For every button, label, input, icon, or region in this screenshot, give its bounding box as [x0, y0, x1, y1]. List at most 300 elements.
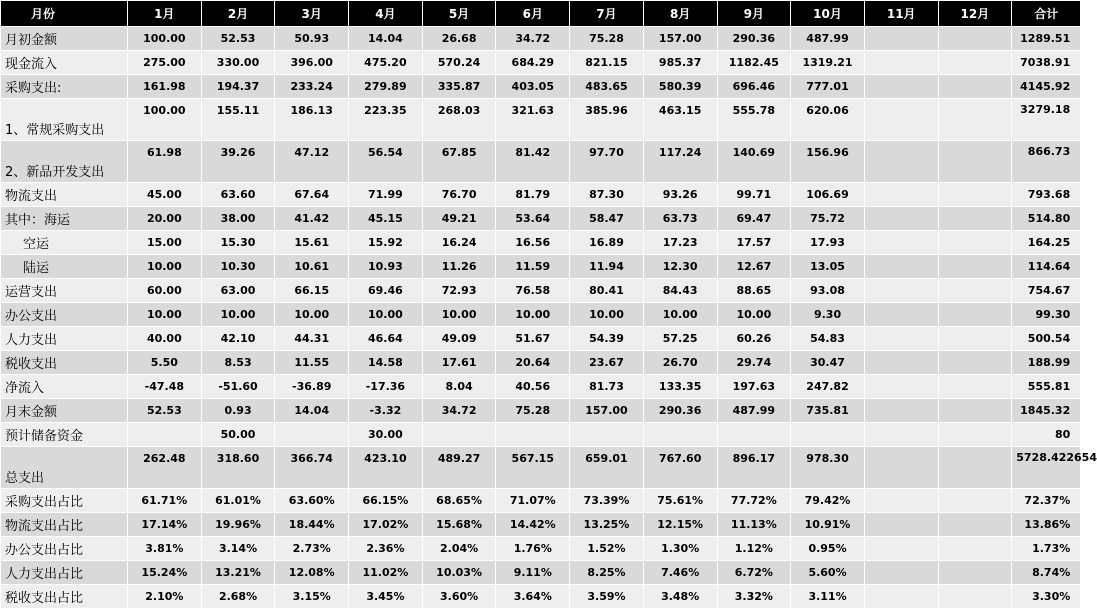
table-cell: 13.21%	[201, 561, 275, 585]
table-cell: 54.83	[791, 327, 865, 351]
table-cell: -51.60	[201, 375, 275, 399]
table-cell: 194.37	[201, 75, 275, 99]
table-cell: 75.28	[570, 27, 644, 51]
table-cell: 52.53	[128, 399, 202, 423]
table-cell: 79.42%	[791, 489, 865, 513]
table-cell	[938, 537, 1012, 561]
row-total: 7038.91	[1012, 51, 1081, 75]
table-cell: 67.64	[275, 183, 349, 207]
table-cell: 45.00	[128, 183, 202, 207]
table-cell: 767.60	[643, 447, 717, 489]
table-cell: 40.00	[128, 327, 202, 351]
table-cell: 3.81%	[128, 537, 202, 561]
row-total: 1289.51	[1012, 27, 1081, 51]
table-cell: 985.37	[643, 51, 717, 75]
table-cell: 1.30%	[643, 537, 717, 561]
row-label: 空运	[1, 231, 128, 255]
header-month: 2月	[201, 1, 275, 27]
table-cell: 8.25%	[570, 561, 644, 585]
table-cell	[496, 423, 570, 447]
table-cell: 14.04	[349, 27, 423, 51]
table-cell: 10.00	[275, 303, 349, 327]
table-cell: 2.73%	[275, 537, 349, 561]
table-cell: 15.68%	[422, 513, 496, 537]
table-cell: 12.30	[643, 255, 717, 279]
table-cell: 17.61	[422, 351, 496, 375]
table-cell: 978.30	[791, 447, 865, 489]
row-label: 净流入	[1, 375, 128, 399]
table-row	[1, 399, 1081, 423]
table-cell	[864, 561, 938, 585]
table-cell: 2.10%	[128, 585, 202, 609]
table-cell	[938, 141, 1012, 183]
table-cell: 68.65%	[422, 489, 496, 513]
table-cell	[864, 255, 938, 279]
header-month: 5月	[422, 1, 496, 27]
table-cell	[864, 183, 938, 207]
table-cell: 3.15%	[275, 585, 349, 609]
table-cell: 12.67	[717, 255, 791, 279]
table-row	[1, 489, 1081, 513]
row-total: 4145.92	[1012, 75, 1081, 99]
table-cell	[938, 399, 1012, 423]
table-cell: 290.36	[643, 399, 717, 423]
table-cell: 6.72%	[717, 561, 791, 585]
table-cell: 821.15	[570, 51, 644, 75]
table-cell: 29.74	[717, 351, 791, 375]
table-cell	[938, 351, 1012, 375]
row-total: 1845.32	[1012, 399, 1081, 423]
table-cell: 423.10	[349, 447, 423, 489]
table-cell: 49.21	[422, 207, 496, 231]
table-cell: 570.24	[422, 51, 496, 75]
header-month: 9月	[717, 1, 791, 27]
table-cell: 75.61%	[643, 489, 717, 513]
table-cell: 3.11%	[791, 585, 865, 609]
table-cell: 3.59%	[570, 585, 644, 609]
table-row	[1, 423, 1081, 447]
table-cell: 63.00	[201, 279, 275, 303]
table-cell	[938, 489, 1012, 513]
table-cell	[864, 489, 938, 513]
table-cell: 659.01	[570, 447, 644, 489]
row-label: 运营支出	[1, 279, 128, 303]
row-label: 月初金额	[1, 27, 128, 51]
table-cell	[864, 51, 938, 75]
table-cell: 81.42	[496, 141, 570, 183]
table-cell: 69.46	[349, 279, 423, 303]
table-cell	[938, 183, 1012, 207]
table-cell	[275, 423, 349, 447]
header-month: 4月	[349, 1, 423, 27]
table-cell: 1.76%	[496, 537, 570, 561]
table-cell: 3.60%	[422, 585, 496, 609]
table-cell: 17.23	[643, 231, 717, 255]
table-cell	[938, 327, 1012, 351]
row-total: 5728.422654	[1012, 447, 1081, 489]
row-label: 2、新品开发支出	[1, 141, 128, 183]
table-cell	[938, 51, 1012, 75]
row-label: 税收支出占比	[1, 585, 128, 609]
table-cell: 53.64	[496, 207, 570, 231]
table-cell: 50.93	[275, 27, 349, 51]
table-cell: 15.00	[128, 231, 202, 255]
table-row	[1, 537, 1081, 561]
table-cell: 63.60%	[275, 489, 349, 513]
table-cell: 72.93	[422, 279, 496, 303]
table-row	[1, 207, 1081, 231]
table-cell: 15.30	[201, 231, 275, 255]
header-total: 合计	[1012, 1, 1081, 27]
table-cell: 3.48%	[643, 585, 717, 609]
table-cell	[864, 537, 938, 561]
table-cell: 61.98	[128, 141, 202, 183]
table-cell: 11.26	[422, 255, 496, 279]
table-cell: 49.09	[422, 327, 496, 351]
table-cell: 8.04	[422, 375, 496, 399]
table-cell: 3.32%	[717, 585, 791, 609]
table-cell: 106.69	[791, 183, 865, 207]
table-cell: 777.01	[791, 75, 865, 99]
table-cell	[864, 399, 938, 423]
table-row	[1, 513, 1081, 537]
table-cell: 81.79	[496, 183, 570, 207]
table-cell: 487.99	[791, 27, 865, 51]
table-cell: 15.24%	[128, 561, 202, 585]
header-month: 11月	[864, 1, 938, 27]
row-total: 514.80	[1012, 207, 1081, 231]
table-cell: 1319.21	[791, 51, 865, 75]
table-cell: 10.00	[643, 303, 717, 327]
table-cell: 684.29	[496, 51, 570, 75]
table-cell: 17.93	[791, 231, 865, 255]
table-cell	[864, 27, 938, 51]
table-cell: 16.56	[496, 231, 570, 255]
table-cell: 10.00	[570, 303, 644, 327]
header-month: 8月	[643, 1, 717, 27]
table-cell: 17.02%	[349, 513, 423, 537]
table-cell	[938, 75, 1012, 99]
table-cell: 10.00	[422, 303, 496, 327]
table-row	[1, 51, 1081, 75]
row-total: 754.67	[1012, 279, 1081, 303]
row-label: 现金流入	[1, 51, 128, 75]
table-row	[1, 99, 1081, 141]
table-cell	[864, 231, 938, 255]
table-cell: 93.26	[643, 183, 717, 207]
row-total: 793.68	[1012, 183, 1081, 207]
table-cell: 26.70	[643, 351, 717, 375]
row-label: 采购支出:	[1, 75, 128, 99]
table-cell: 157.00	[570, 399, 644, 423]
table-cell: 47.12	[275, 141, 349, 183]
table-cell: 696.46	[717, 75, 791, 99]
table-cell: 56.54	[349, 141, 423, 183]
table-cell	[864, 99, 938, 141]
table-cell	[864, 207, 938, 231]
table-cell: 93.08	[791, 279, 865, 303]
table-cell: 117.24	[643, 141, 717, 183]
table-cell: 11.13%	[717, 513, 791, 537]
table-cell: 10.00	[717, 303, 791, 327]
table-cell: 60.00	[128, 279, 202, 303]
row-label: 月末金额	[1, 399, 128, 423]
table-cell: 76.70	[422, 183, 496, 207]
header-month: 6月	[496, 1, 570, 27]
table-cell: 60.26	[717, 327, 791, 351]
table-cell: 0.93	[201, 399, 275, 423]
table-cell: -36.89	[275, 375, 349, 399]
table-cell	[938, 375, 1012, 399]
table-cell: 567.15	[496, 447, 570, 489]
row-total: 1.73%	[1012, 537, 1081, 561]
table-cell	[570, 423, 644, 447]
row-label: 人力支出	[1, 327, 128, 351]
table-cell	[864, 423, 938, 447]
table-row	[1, 561, 1081, 585]
table-cell: 483.65	[570, 75, 644, 99]
table-cell: 580.39	[643, 75, 717, 99]
table-cell: 34.72	[422, 399, 496, 423]
table-cell: 2.68%	[201, 585, 275, 609]
row-label: 人力支出占比	[1, 561, 128, 585]
row-label: 陆运	[1, 255, 128, 279]
table-row	[1, 585, 1081, 609]
table-cell	[938, 513, 1012, 537]
table-cell: 279.89	[349, 75, 423, 99]
table-cell: 75.28	[496, 399, 570, 423]
table-cell: 262.48	[128, 447, 202, 489]
row-label: 办公支出占比	[1, 537, 128, 561]
table-cell: 14.04	[275, 399, 349, 423]
table-cell: 52.53	[201, 27, 275, 51]
table-cell: 197.63	[717, 375, 791, 399]
table-cell: 10.91%	[791, 513, 865, 537]
table-cell: 10.00	[349, 303, 423, 327]
table-cell: 97.70	[570, 141, 644, 183]
table-cell: 10.93	[349, 255, 423, 279]
row-label: 办公支出	[1, 303, 128, 327]
row-label: 税收支出	[1, 351, 128, 375]
table-cell: 247.82	[791, 375, 865, 399]
table-cell	[938, 207, 1012, 231]
row-label: 1、常规采购支出	[1, 99, 128, 141]
table-cell: 161.98	[128, 75, 202, 99]
table-cell: 2.36%	[349, 537, 423, 561]
row-total: 500.54	[1012, 327, 1081, 351]
table-cell: 13.25%	[570, 513, 644, 537]
table-cell	[864, 141, 938, 183]
table-cell: 17.57	[717, 231, 791, 255]
table-cell: 46.64	[349, 327, 423, 351]
table-cell: 16.89	[570, 231, 644, 255]
table-cell: 15.61	[275, 231, 349, 255]
table-cell: 155.11	[201, 99, 275, 141]
table-cell: 100.00	[128, 27, 202, 51]
table-cell: 66.15%	[349, 489, 423, 513]
table-cell: 99.71	[717, 183, 791, 207]
table-cell: 100.00	[128, 99, 202, 141]
table-cell: 11.59	[496, 255, 570, 279]
table-row	[1, 255, 1081, 279]
table-cell: 13.05	[791, 255, 865, 279]
row-label: 物流支出占比	[1, 513, 128, 537]
table-cell: 51.67	[496, 327, 570, 351]
table-cell	[938, 585, 1012, 609]
row-total: 555.81	[1012, 375, 1081, 399]
table-cell: 44.31	[275, 327, 349, 351]
table-cell: 233.24	[275, 75, 349, 99]
row-total: 13.86%	[1012, 513, 1081, 537]
table-cell: 67.85	[422, 141, 496, 183]
table-cell: 84.43	[643, 279, 717, 303]
table-cell: 330.00	[201, 51, 275, 75]
table-cell: 63.60	[201, 183, 275, 207]
table-cell: 45.15	[349, 207, 423, 231]
table-cell: 1.52%	[570, 537, 644, 561]
header-month: 12月	[938, 1, 1012, 27]
table-cell: 20.00	[128, 207, 202, 231]
table-cell: 26.68	[422, 27, 496, 51]
table-cell: 223.35	[349, 99, 423, 141]
table-cell: 475.20	[349, 51, 423, 75]
table-cell: 30.00	[349, 423, 423, 447]
table-cell: 11.02%	[349, 561, 423, 585]
table-row	[1, 231, 1081, 255]
table-cell: 73.39%	[570, 489, 644, 513]
row-total: 164.25	[1012, 231, 1081, 255]
table-row	[1, 303, 1081, 327]
table-cell: 8.53	[201, 351, 275, 375]
table-cell: 81.73	[570, 375, 644, 399]
table-cell: 335.87	[422, 75, 496, 99]
table-cell: 487.99	[717, 399, 791, 423]
header-month: 3月	[275, 1, 349, 27]
table-cell	[864, 75, 938, 99]
table-cell	[717, 423, 791, 447]
table-cell	[643, 423, 717, 447]
table-cell: 156.96	[791, 141, 865, 183]
table-cell: 268.03	[422, 99, 496, 141]
table-cell: 16.24	[422, 231, 496, 255]
table-cell	[864, 279, 938, 303]
table-cell: 157.00	[643, 27, 717, 51]
table-cell: 63.73	[643, 207, 717, 231]
row-total: 3279.18	[1012, 99, 1081, 141]
table-cell: -3.32	[349, 399, 423, 423]
table-cell	[864, 447, 938, 489]
table-cell: 10.00	[201, 303, 275, 327]
table-cell: 12.15%	[643, 513, 717, 537]
table-cell: 12.08%	[275, 561, 349, 585]
table-cell	[938, 99, 1012, 141]
table-cell: 0.95%	[791, 537, 865, 561]
table-cell	[938, 255, 1012, 279]
table-cell: 1.12%	[717, 537, 791, 561]
table-row	[1, 351, 1081, 375]
table-cell: 896.17	[717, 447, 791, 489]
table-cell: 3.64%	[496, 585, 570, 609]
table-cell: 10.61	[275, 255, 349, 279]
table-cell	[938, 303, 1012, 327]
table-cell: 140.69	[717, 141, 791, 183]
table-cell: 50.00	[201, 423, 275, 447]
table-cell: 9.30	[791, 303, 865, 327]
row-total: 188.99	[1012, 351, 1081, 375]
header-label: 月份	[1, 1, 128, 27]
table-cell: 76.58	[496, 279, 570, 303]
header-month: 1月	[128, 1, 202, 27]
table-cell: 5.60%	[791, 561, 865, 585]
row-total: 99.30	[1012, 303, 1081, 327]
table-cell	[864, 375, 938, 399]
table-cell: -47.48	[128, 375, 202, 399]
table-cell: 57.25	[643, 327, 717, 351]
table-cell: 14.58	[349, 351, 423, 375]
table-cell	[864, 327, 938, 351]
row-total: 8.74%	[1012, 561, 1081, 585]
table-cell: 489.27	[422, 447, 496, 489]
table-cell: 1182.45	[717, 51, 791, 75]
row-label: 其中：海运	[1, 207, 128, 231]
table-cell: 620.06	[791, 99, 865, 141]
table-cell: 41.42	[275, 207, 349, 231]
table-cell	[938, 447, 1012, 489]
table-cell	[791, 423, 865, 447]
row-total: 72.37%	[1012, 489, 1081, 513]
table-cell: 10.03%	[422, 561, 496, 585]
table-cell: 61.71%	[128, 489, 202, 513]
table-cell: 54.39	[570, 327, 644, 351]
table-cell: 463.15	[643, 99, 717, 141]
table-cell: 318.60	[201, 447, 275, 489]
row-total: 866.73	[1012, 141, 1081, 183]
table-cell: 555.78	[717, 99, 791, 141]
table-cell: 17.14%	[128, 513, 202, 537]
table-cell	[864, 585, 938, 609]
table-cell: 396.00	[275, 51, 349, 75]
table-cell: 58.47	[570, 207, 644, 231]
table-cell: 75.72	[791, 207, 865, 231]
table-row	[1, 447, 1081, 489]
table-cell: 11.94	[570, 255, 644, 279]
table-cell: 87.30	[570, 183, 644, 207]
table-cell: 10.00	[128, 303, 202, 327]
table-cell: 38.00	[201, 207, 275, 231]
table-cell: 403.05	[496, 75, 570, 99]
row-total: 114.64	[1012, 255, 1081, 279]
table-cell: 39.26	[201, 141, 275, 183]
table-cell: 2.04%	[422, 537, 496, 561]
table-cell: 3.14%	[201, 537, 275, 561]
table-cell: 34.72	[496, 27, 570, 51]
table-cell: 61.01%	[201, 489, 275, 513]
row-label: 预计储备资金	[1, 423, 128, 447]
header-month: 7月	[570, 1, 644, 27]
table-cell: 40.56	[496, 375, 570, 399]
table-cell	[422, 423, 496, 447]
table-cell: 69.47	[717, 207, 791, 231]
table-cell: 10.00	[496, 303, 570, 327]
row-total: 3.30%	[1012, 585, 1081, 609]
table-cell: 80.41	[570, 279, 644, 303]
table-cell: 23.67	[570, 351, 644, 375]
table-cell: 10.00	[128, 255, 202, 279]
table-cell: 186.13	[275, 99, 349, 141]
table-cell	[128, 423, 202, 447]
table-cell: 71.99	[349, 183, 423, 207]
table-cell: 15.92	[349, 231, 423, 255]
